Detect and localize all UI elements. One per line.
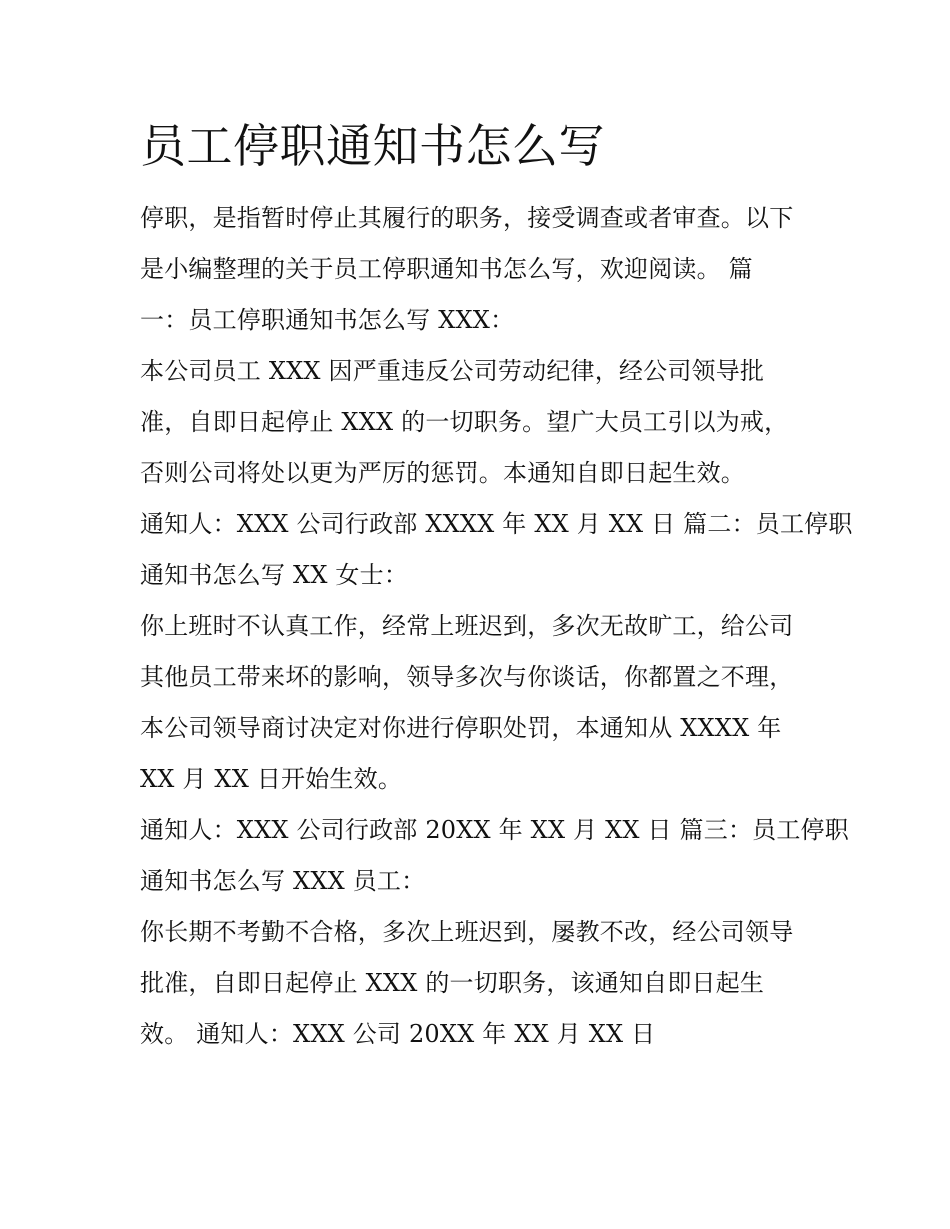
body-line-3: 一：员工停职通知书怎么写 XXX： bbox=[140, 306, 515, 334]
body-line-6: 否则公司将处以更为严厉的惩罚。本通知自即日起生效。 bbox=[140, 459, 745, 487]
body-line-10: 其他员工带来坏的影响，领导多次与你谈话，你都置之不理， bbox=[140, 663, 794, 691]
body-line-7: 通知人：XXX 公司行政部 XXXX 年 XX 月 XX 日 篇二：员工停职 bbox=[140, 510, 853, 538]
body-line-8: 通知书怎么写 XX 女士： bbox=[140, 561, 409, 589]
body-line-16: 批准，自即日起停止 XXX 的一切职务，该通知自即日起生 bbox=[140, 969, 765, 997]
body-line-13: 通知人：XXX 公司行政部 20XX 年 XX 月 XX 日 篇三：员工停职 bbox=[140, 816, 849, 844]
body-line-15: 你长期不考勤不合格，多次上班迟到，屡教不改，经公司领导 bbox=[140, 918, 794, 946]
body-line-11: 本公司领导商讨决定对你进行停职处罚，本通知从 XXXX 年 bbox=[140, 714, 782, 742]
body-line-2: 是小编整理的关于员工停职通知书怎么写，欢迎阅读。 篇 bbox=[140, 255, 753, 283]
body-line-1: 停职，是指暂时停止其履行的职务，接受调查或者审查。以下 bbox=[140, 204, 794, 232]
body-line-9: 你上班时不认真工作，经常上班迟到，多次无故旷工，给公司 bbox=[140, 612, 794, 640]
body-line-14: 通知书怎么写 XXX 员工： bbox=[140, 867, 426, 895]
document-title: 员工停职通知书怎么写 bbox=[140, 119, 605, 173]
body-line-17: 效。 通知人：XXX 公司 20XX 年 XX 月 XX 日 bbox=[140, 1020, 656, 1048]
body-line-12: XX 月 XX 日开始生效。 bbox=[140, 765, 403, 793]
body-line-4: 本公司员工 XXX 因严重违反公司劳动纪律，经公司领导批 bbox=[140, 357, 765, 385]
body-line-5: 准，自即日起停止 XXX 的一切职务。望广大员工引以为戒， bbox=[140, 408, 789, 436]
